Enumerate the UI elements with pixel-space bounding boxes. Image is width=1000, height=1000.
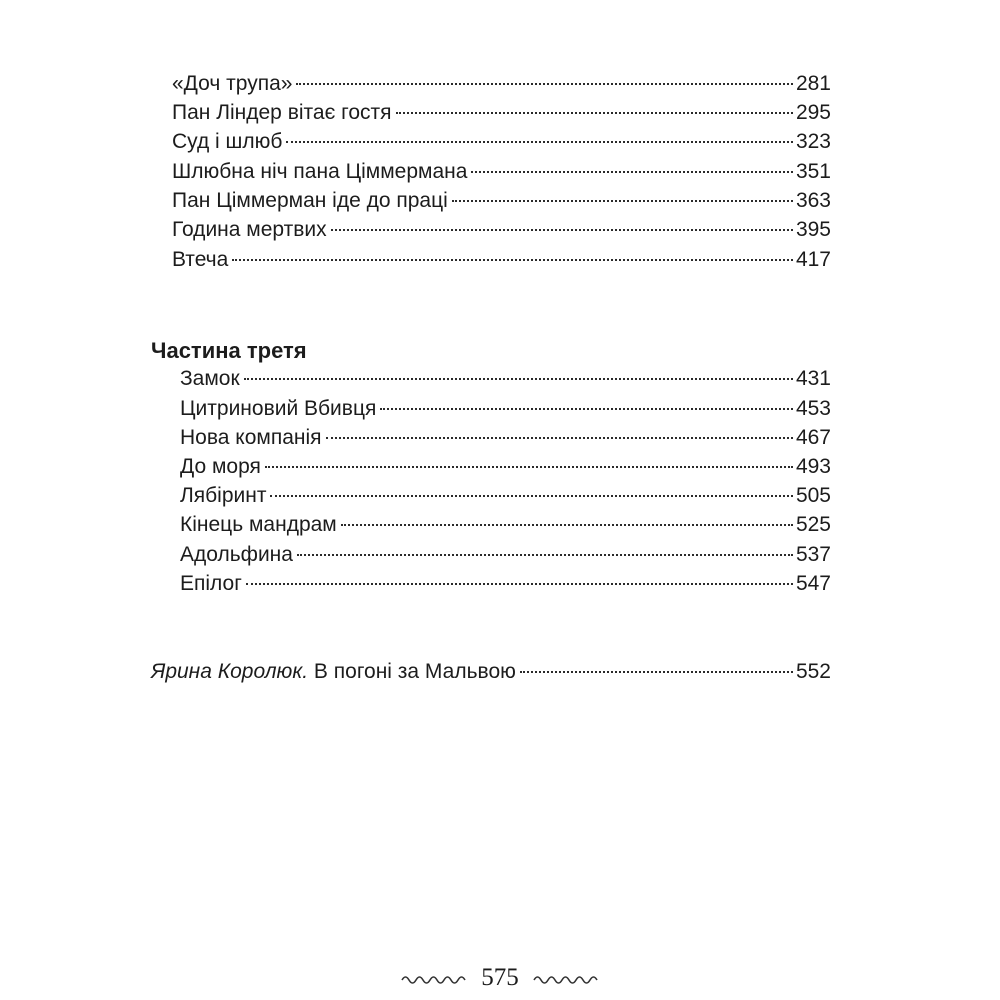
toc-entry xyxy=(180,569,831,599)
toc-entry-page: 417 xyxy=(795,248,831,271)
toc-entry xyxy=(172,245,831,275)
toc-entry-page: 281 xyxy=(795,72,831,95)
toc-entry xyxy=(172,157,831,187)
page-number: 575 xyxy=(481,964,519,991)
dot-leader xyxy=(296,83,793,85)
dot-leader xyxy=(396,112,793,114)
toc-entry-page: 547 xyxy=(795,572,831,595)
page-footer xyxy=(0,958,1000,998)
dot-leader xyxy=(265,466,793,468)
toc-entry-title: Адольфина xyxy=(180,543,293,566)
dot-leader xyxy=(452,200,793,202)
toc-entry xyxy=(180,394,831,424)
dot-leader xyxy=(341,524,793,526)
afterword-author: Ярина Королюк. xyxy=(151,660,309,683)
wave-ornament-right-icon xyxy=(533,971,599,985)
afterword-essay-title: В погоні за Мальвою xyxy=(308,660,516,683)
toc-entry-title: «Доч трупа» xyxy=(172,72,293,95)
dot-leader xyxy=(246,583,793,585)
toc-entry-title: Замок xyxy=(180,367,240,390)
toc-entry-page: 467 xyxy=(795,426,831,449)
toc-entry-title: Цитриновий Вбивця xyxy=(180,397,377,420)
toc-entry xyxy=(172,69,831,99)
toc-entry-title: Втеча xyxy=(172,248,229,271)
toc-entry-page: 537 xyxy=(795,543,831,566)
toc-entry-page: 525 xyxy=(795,513,831,536)
toc-entry-title: До моря xyxy=(180,455,261,478)
toc-entry-page: 351 xyxy=(795,160,831,183)
toc-entry-page: 431 xyxy=(795,367,831,390)
afterword-page: 552 xyxy=(795,660,831,683)
toc-entry-title: Суд і шлюб xyxy=(172,130,283,153)
toc-entry-title: Кінець мандрам xyxy=(180,513,337,536)
toc-entry xyxy=(180,540,831,570)
toc-entry xyxy=(180,364,831,394)
afterword-title xyxy=(151,657,516,687)
toc-entry-title: Нова компанія xyxy=(180,426,322,449)
toc-entry-page: 323 xyxy=(795,130,831,153)
toc-entry-title: Година мертвих xyxy=(172,218,327,241)
toc-entry xyxy=(172,98,831,128)
toc-entry xyxy=(180,481,831,511)
dot-leader xyxy=(520,671,793,673)
dot-leader xyxy=(270,495,792,497)
toc-entry xyxy=(180,452,831,482)
dot-leader xyxy=(297,554,793,556)
dot-leader xyxy=(232,259,793,261)
dot-leader xyxy=(244,378,793,380)
dot-leader xyxy=(380,408,793,410)
toc-entry-title: Лябіринт xyxy=(180,484,267,507)
dot-leader xyxy=(286,141,793,143)
toc-entry xyxy=(180,510,831,540)
toc-entry-page: 363 xyxy=(795,189,831,212)
section-heading: Частина третя xyxy=(151,338,307,363)
toc-entry-title: Епілог xyxy=(180,572,242,595)
toc-entry-page: 395 xyxy=(795,218,831,241)
toc-entry-page: 453 xyxy=(795,397,831,420)
toc-entry-page: 505 xyxy=(795,484,831,507)
dot-leader xyxy=(326,437,793,439)
toc-entry-title: Шлюбна ніч пана Ціммермана xyxy=(172,160,468,183)
toc-entry-title: Пан Ліндер вітає гостя xyxy=(172,101,392,124)
toc-entry-page: 493 xyxy=(795,455,831,478)
wave-ornament-left-icon xyxy=(401,971,467,985)
afterword-entry xyxy=(151,657,831,687)
toc-entry-title: Пан Ціммерман іде до праці xyxy=(172,189,448,212)
toc-entry xyxy=(180,423,831,453)
dot-leader xyxy=(331,229,793,231)
toc-entry xyxy=(172,127,831,157)
dot-leader xyxy=(471,171,793,173)
toc-entry-page: 295 xyxy=(795,101,831,124)
toc-entry xyxy=(172,215,831,245)
toc-entry xyxy=(172,186,831,216)
